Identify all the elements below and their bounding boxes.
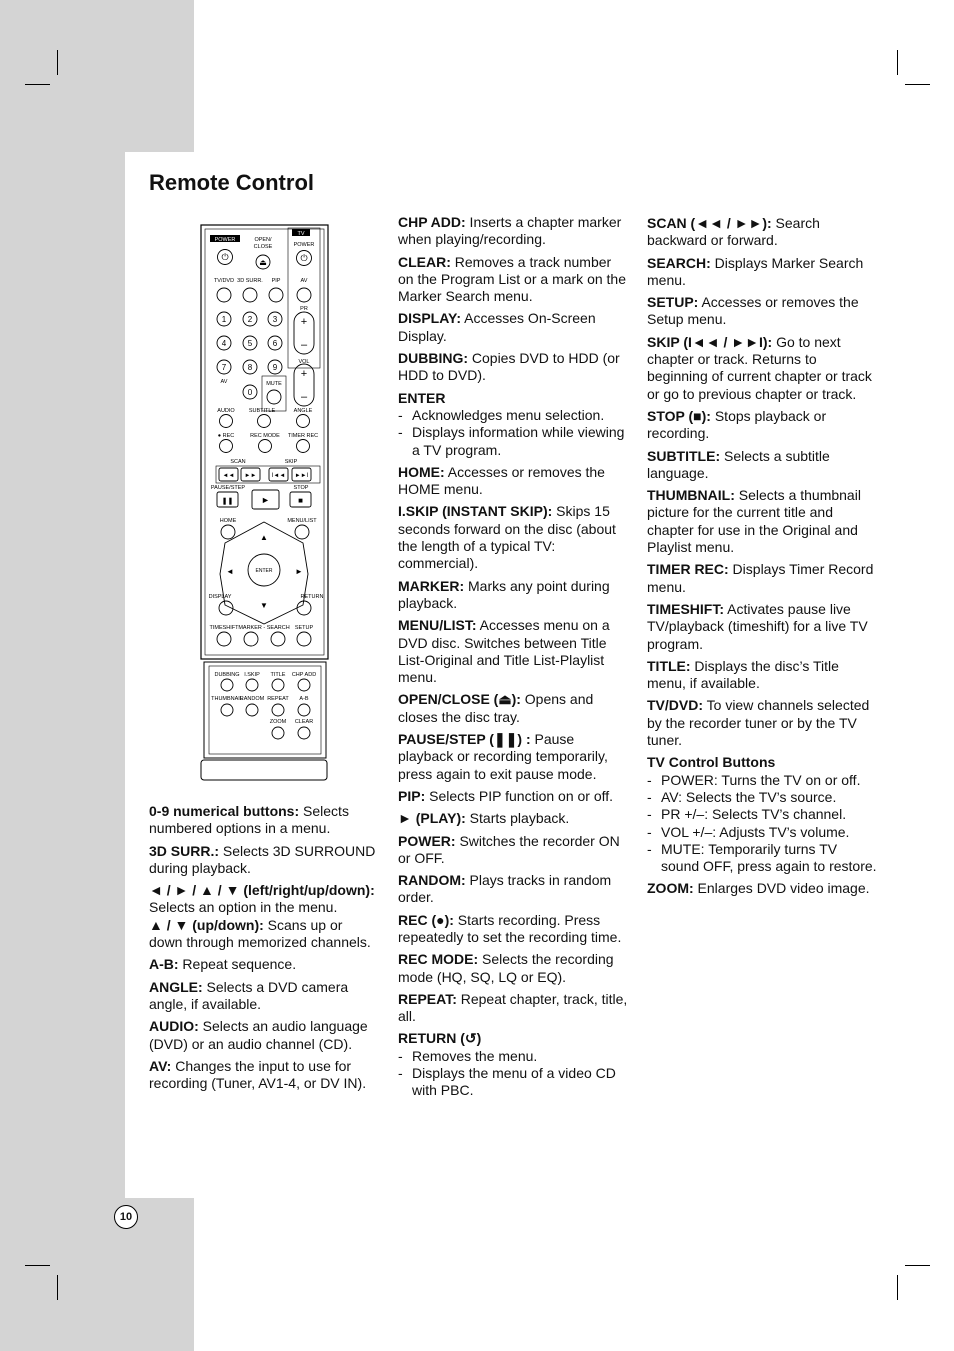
- definition-entry: [647, 601, 877, 653]
- definition-text: Removes a track number on the Program List or a mark on the Marker Search menu.: [398, 253, 626, 305]
- definition-text: Switches the recorder ON or OFF.: [398, 832, 620, 866]
- list-item: - MUTE: Temporarily turns TV sound OFF, press again to restore.: [647, 841, 877, 876]
- definition-term: CLEAR:: [398, 253, 451, 270]
- definition-entry: [149, 1058, 377, 1093]
- definition-entry: [398, 872, 630, 907]
- svg-text:▼: ▼: [260, 601, 268, 610]
- list-item: - Removes the menu.: [398, 1048, 630, 1065]
- svg-text:CLEAR: CLEAR: [294, 719, 314, 725]
- digit-label: 1: [221, 315, 227, 324]
- svg-text:CLOSE: CLOSE: [253, 244, 273, 250]
- definition-text: Opens and closes the disc tray.: [398, 691, 594, 725]
- svg-text:PR: PR: [300, 306, 308, 312]
- svg-text:SUBTITLE: SUBTITLE: [248, 408, 276, 414]
- svg-text:►►: ►►: [244, 473, 257, 479]
- svg-text:❚❚: ❚❚: [221, 498, 234, 505]
- digit-label: 8: [247, 363, 253, 372]
- svg-text:TV: TV: [297, 231, 305, 237]
- crop-mark: [905, 84, 930, 85]
- svg-text:AV: AV: [300, 278, 308, 284]
- svg-text:PAUSE/STEP: PAUSE/STEP: [210, 485, 246, 491]
- svg-text:+: +: [300, 316, 308, 328]
- list-item: - Acknowledges menu selection.: [398, 407, 630, 424]
- definition-entry: [398, 350, 630, 385]
- svg-text:TV/DVD: TV/DVD: [213, 278, 235, 284]
- definition-term: TIMESHIFT:: [647, 600, 724, 617]
- definition-text: Activates pause live TV/playback (timeshift) for a live TV program.: [647, 600, 868, 652]
- definition-text: Selects a thumbnail picture for the current title and chapter for use in the Original and Playlist menu.: [647, 487, 861, 556]
- svg-text:REC MODE: REC MODE: [250, 433, 280, 439]
- definition-list: [398, 407, 630, 459]
- svg-text:HOME: HOME: [219, 518, 237, 524]
- definition-text: Displays the disc’s Title menu, if available.: [647, 657, 839, 692]
- definition-text: To view channels selected by the recorder tuner or by the TV tuner.: [647, 697, 870, 749]
- definition-entry: [398, 464, 630, 499]
- definition-term: MENU/LIST:: [398, 617, 477, 634]
- svg-text:RETURN: RETURN: [300, 594, 324, 600]
- digit-label: 7: [221, 363, 227, 372]
- svg-text:OPEN/: OPEN/: [254, 237, 272, 243]
- definition-entry: [398, 788, 630, 805]
- definition-entry: [647, 215, 877, 250]
- definition-term: REC (●):: [398, 911, 454, 928]
- definition-entry: [647, 487, 877, 556]
- svg-text:◄◄: ◄◄: [222, 473, 235, 479]
- definition-term: 0-9 numerical buttons:: [149, 803, 300, 819]
- definition-entry: [647, 294, 877, 329]
- definition-term: ◄ / ► / ▲ / ▼ (left/right/up/down):: [149, 882, 375, 899]
- definition-term: PIP:: [398, 787, 426, 804]
- definition-text: Selects a DVD camera angle, if available.: [149, 978, 349, 1012]
- svg-text:–: –: [300, 339, 308, 351]
- digit-label: 5: [247, 339, 253, 348]
- definition-entry: [398, 617, 630, 686]
- svg-text:REPEAT: REPEAT: [267, 696, 289, 702]
- definition-entry: [149, 1018, 377, 1053]
- svg-text:PIP: PIP: [271, 278, 281, 284]
- svg-text:ANGLE: ANGLE: [293, 408, 313, 414]
- definition-list: [398, 1048, 630, 1100]
- definition-entry: [398, 578, 630, 613]
- digit-label: 0: [247, 388, 253, 397]
- svg-text:ENTER: ENTER: [255, 568, 273, 574]
- definition-text: Selects a subtitle language.: [647, 447, 830, 481]
- definition-entry: [149, 843, 377, 878]
- definition-text: Changes the input to use for recording (Tuner, AV1-4, or DV IN).: [149, 1057, 367, 1092]
- definition-text: Stops playback or recording.: [647, 407, 827, 442]
- definition-term: THUMBNAIL:: [647, 487, 735, 504]
- definition-entry: [398, 503, 630, 572]
- definition-text: Displays Timer Record menu.: [647, 561, 874, 595]
- definition-text: Selects numbered options in a menu.: [149, 803, 349, 837]
- definition-term: HOME:: [398, 463, 445, 480]
- definition-text: Repeat sequence.: [178, 956, 297, 973]
- definition-entry: [398, 310, 630, 345]
- definition-term: ZOOM:: [647, 880, 694, 897]
- definition-term: TITLE:: [647, 657, 691, 674]
- svg-text:■: ■: [298, 496, 303, 505]
- definition-term: AUDIO:: [149, 1018, 199, 1035]
- digit-label: 6: [272, 339, 278, 348]
- definition-entry: [647, 658, 877, 693]
- svg-text:● REC: ● REC: [217, 433, 235, 439]
- svg-text:MENU/LIST: MENU/LIST: [287, 518, 317, 524]
- definition-term: SUBTITLE:: [647, 447, 721, 464]
- definition-term: TV/DVD:: [647, 697, 703, 714]
- svg-text:+: +: [300, 368, 308, 380]
- list-item: - Displays information while viewing a TV program.: [398, 424, 630, 459]
- definition-entry: [149, 956, 377, 973]
- definition-entry: [398, 912, 630, 947]
- left-margin-grey-top: [0, 0, 194, 152]
- definition-term: TV Control Buttons: [647, 754, 776, 771]
- definition-term: PAUSE/STEP (❚❚) :: [398, 731, 531, 748]
- list-item: - POWER: Turns the TV on or off.: [647, 772, 877, 789]
- svg-text:STOP: STOP: [293, 485, 309, 491]
- digit-label: 2: [247, 315, 253, 324]
- definition-text: Displays Marker Search menu.: [647, 254, 864, 288]
- definition-entry: [647, 697, 877, 749]
- svg-text:AUDIO: AUDIO: [217, 408, 235, 414]
- definition-text: Scans up or down through memorized channels.: [149, 916, 371, 951]
- svg-text:SCAN: SCAN: [230, 459, 246, 465]
- definition-text: Pause playback or recording temporarily, press again to exit pause mode.: [398, 731, 608, 782]
- crop-mark: [57, 1275, 58, 1300]
- svg-text:►►I: ►►I: [294, 473, 309, 479]
- definition-entry: [398, 991, 630, 1026]
- definition-term: RANDOM:: [398, 872, 466, 889]
- definition-text: Enlarges DVD video image.: [693, 880, 870, 897]
- definition-text: Inserts a chapter marker when playing/recording.: [398, 214, 622, 248]
- definition-entry: [647, 880, 877, 897]
- svg-text:►: ►: [261, 495, 270, 505]
- text-column-3: [647, 215, 877, 903]
- definition-term: MARKER:: [398, 577, 465, 594]
- definition-term: ► (PLAY):: [398, 810, 466, 827]
- svg-text:A-B: A-B: [299, 696, 309, 702]
- definition-text: Accesses or removes the HOME menu.: [398, 463, 605, 498]
- definition-entry: [398, 731, 630, 783]
- definition-entry: [647, 561, 877, 596]
- definition-text: Selects the recording mode (HQ, SQ, LQ or EQ).: [398, 951, 614, 985]
- digit-label: 9: [272, 363, 278, 372]
- definition-term: AV:: [149, 1057, 172, 1074]
- definition-text: Selects an audio language (DVD) or an audio channel (CD).: [149, 1018, 368, 1052]
- definition-term: SCAN (◄◄ / ►►):: [647, 215, 772, 231]
- definition-term: SKIP (I◄◄ / ►►I):: [647, 333, 773, 350]
- svg-text:3D SURR.: 3D SURR.: [237, 278, 263, 284]
- svg-text:–: –: [300, 391, 308, 403]
- definition-entry: [647, 408, 877, 443]
- definition-term: REPEAT:: [398, 990, 457, 1007]
- page-number: 10: [114, 1205, 138, 1229]
- definition-list: [647, 772, 877, 876]
- definition-entry: [149, 979, 377, 1014]
- svg-text:SETUP: SETUP: [294, 625, 314, 631]
- definition-text: Search backward or forward.: [647, 215, 820, 249]
- definition-text: Marks any point during playback.: [398, 577, 610, 611]
- svg-text:▲: ▲: [260, 533, 268, 542]
- svg-text:⏏: ⏏: [259, 258, 267, 267]
- definition-text: Selects PIP function on or off.: [425, 787, 614, 804]
- definition-text: Plays tracks in random order.: [398, 872, 612, 906]
- svg-text:SKIP: SKIP: [284, 459, 298, 465]
- text-column-1: [149, 803, 377, 1097]
- digit-label: 3: [272, 315, 278, 324]
- svg-text:MUTE: MUTE: [266, 381, 282, 387]
- svg-text:RANDOM: RANDOM: [239, 696, 265, 702]
- definition-term: POWER:: [398, 832, 456, 849]
- digit-label: 4: [221, 339, 227, 348]
- definition-text: Accesses menu on a DVD disc. Switches between Title List-Original and Title List-Playlist menu.: [398, 617, 610, 686]
- svg-text:⏻: ⏻: [300, 253, 308, 263]
- definition-text: Accesses or removes the Setup menu.: [647, 294, 859, 328]
- definition-entry: [398, 254, 630, 306]
- list-item: - AV: Selects the TV’s source.: [647, 789, 877, 806]
- svg-text:I◄◄: I◄◄: [271, 473, 286, 479]
- definition-term: RETURN (↺): [398, 1030, 482, 1047]
- crop-mark: [57, 50, 58, 75]
- svg-text:TIMER REC: TIMER REC: [287, 433, 319, 439]
- svg-text:I.SKIP: I.SKIP: [244, 672, 260, 678]
- definition-entry: [647, 448, 877, 483]
- definition-text: Selects 3D SURROUND during playback.: [149, 842, 376, 876]
- svg-text:VOL: VOL: [298, 359, 310, 365]
- definition-term: DUBBING:: [398, 350, 468, 367]
- definition-text: Go to next chapter or track. Returns to beginning of current chapter or track or go to previous chapter or track.: [647, 333, 872, 402]
- crop-mark: [905, 1265, 930, 1266]
- svg-text:DISPLAY: DISPLAY: [208, 594, 232, 600]
- svg-text:◄: ◄: [226, 567, 234, 576]
- definition-term: 3D SURR.:: [149, 842, 220, 859]
- text-column-2: [398, 214, 630, 1105]
- definition-entry: [149, 803, 377, 838]
- svg-text:►: ►: [295, 567, 303, 576]
- crop-mark: [25, 1265, 50, 1266]
- definition-term: ▲ / ▼ (up/down):: [149, 916, 264, 933]
- crop-mark: [897, 1275, 898, 1300]
- svg-text:CHP ADD: CHP ADD: [291, 672, 317, 678]
- svg-text:POWER: POWER: [293, 242, 315, 248]
- definition-term: OPEN/CLOSE (⏏):: [398, 691, 521, 708]
- definition-text: Accesses On-Screen Display.: [398, 310, 596, 344]
- definition-entry: [398, 951, 630, 986]
- definition-entry: [398, 810, 630, 827]
- svg-text:MARKER - SEARCH: MARKER - SEARCH: [238, 625, 290, 631]
- svg-text:AV: AV: [220, 379, 228, 385]
- list-item: - Displays the menu of a video CD with PBC.: [398, 1065, 630, 1100]
- definition-term: A-B:: [149, 956, 179, 973]
- definition-entry: [149, 882, 377, 951]
- svg-text:⏻: ⏻: [221, 252, 229, 262]
- crop-mark: [897, 50, 898, 75]
- definition-term: REC MODE:: [398, 951, 479, 968]
- svg-text:TIMESHIFT: TIMESHIFT: [209, 625, 239, 631]
- definition-term: SETUP:: [647, 294, 699, 311]
- list-item: - VOL +/–: Adjusts TV’s volume.: [647, 824, 877, 841]
- definition-term: STOP (■):: [647, 407, 711, 424]
- definition-term: ANGLE:: [149, 978, 203, 995]
- definition-term: DISPLAY:: [398, 310, 462, 327]
- definition-entry: [647, 334, 877, 403]
- crop-mark: [25, 84, 50, 85]
- definition-entry: [647, 255, 877, 290]
- page-title: Remote Control: [149, 170, 314, 195]
- list-item: - PR +/–: Selects TV’s channel.: [647, 806, 877, 823]
- definition-text: Starts playback.: [465, 810, 570, 827]
- svg-text:THUMBNAIL: THUMBNAIL: [211, 696, 243, 702]
- left-margin-grey: [0, 152, 125, 1198]
- definition-text: Starts recording. Press repeatedly to set the recording time.: [398, 911, 622, 945]
- definition-term: CHP ADD:: [398, 214, 466, 230]
- svg-text:TITLE: TITLE: [270, 672, 286, 678]
- definition-entry: [398, 214, 630, 249]
- definition-term: SEARCH:: [647, 254, 711, 271]
- left-margin-grey-bottom: [0, 1198, 194, 1351]
- definition-text: Selects an option in the menu.: [149, 899, 338, 916]
- definition-text: Copies DVD to HDD (or HDD to DVD).: [398, 350, 620, 384]
- definition-entry: [398, 691, 630, 726]
- remote-control-illustration: [200, 224, 330, 784]
- definition-term: ENTER: [398, 389, 446, 406]
- svg-text:DUBBING: DUBBING: [214, 672, 240, 678]
- definition-text: Repeat chapter, track, title, all.: [398, 990, 628, 1025]
- definition-text: Skips 15 seconds forward on the disc (about the length of a typical TV: commercial).: [398, 503, 616, 572]
- svg-text:ZOOM: ZOOM: [269, 719, 287, 725]
- definition-term: TIMER REC:: [647, 561, 729, 578]
- label-power: POWER: [214, 237, 236, 243]
- definition-term: I.SKIP (INSTANT SKIP):: [398, 503, 553, 520]
- definition-entry: [398, 833, 630, 868]
